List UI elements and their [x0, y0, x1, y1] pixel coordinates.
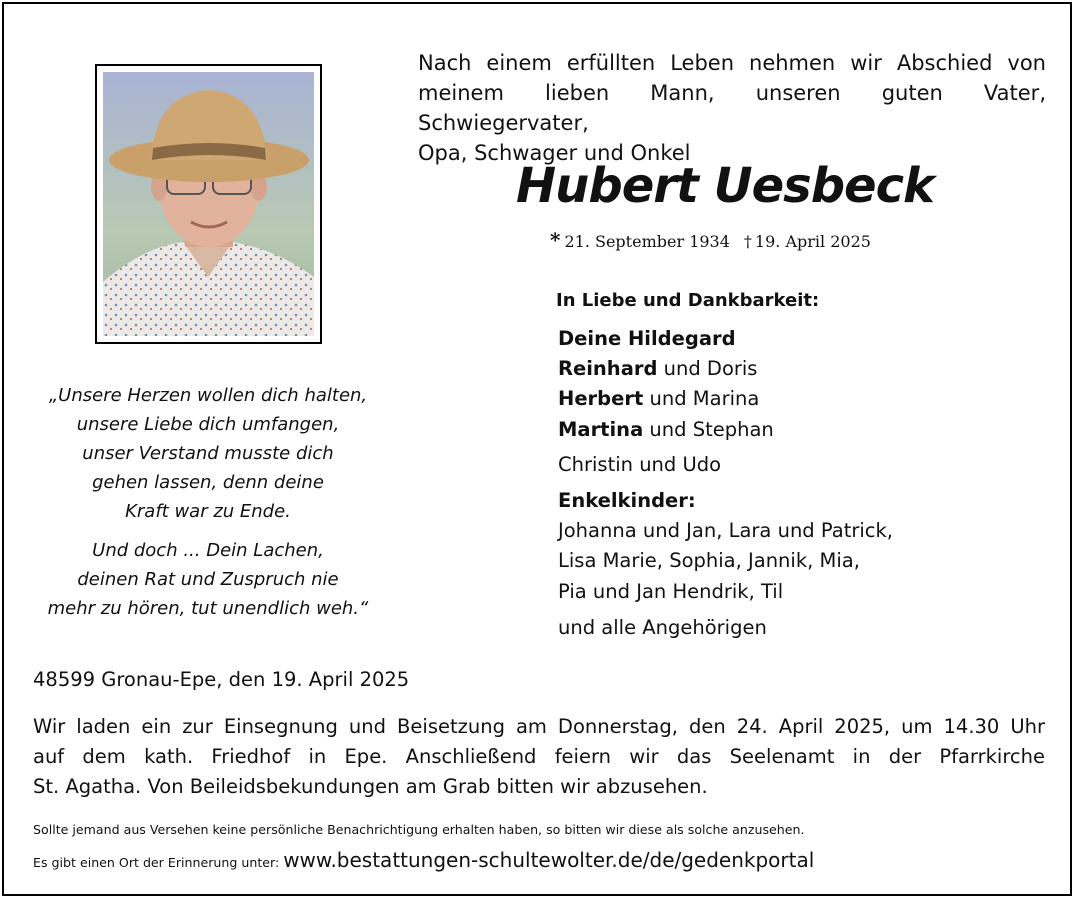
invitation-text [33, 712, 1045, 802]
grandchildren-line: Pia und Jan Hendrik, Til [558, 580, 784, 603]
child-line [558, 418, 774, 441]
child-partner: und Stephan [643, 418, 774, 441]
other-relatives: Christin und Udo [558, 453, 722, 476]
intro-text [418, 48, 1046, 168]
quote-line: „Unsere Herzen wollen dich halten, [48, 385, 368, 406]
invitation-line: Wir laden ein zur Einsegnung und Beisetzung am Donnerstag, den 24. April 2025, um 14.30 Uhr [33, 715, 1045, 738]
quote-line: gehen lassen, denn deine [92, 472, 324, 493]
quote-line: Und doch ... Dein Lachen, [92, 540, 324, 561]
memorial-line [33, 848, 814, 872]
child-partner: und Doris [657, 357, 758, 380]
quote-line: Kraft war zu Ende. [125, 501, 291, 522]
quote-line: unsere Liebe dich umfangen, [76, 414, 340, 435]
child-name: Herbert [558, 387, 644, 410]
spouse-name: Deine Hildegard [558, 327, 736, 350]
grandchildren-heading-text: Enkelkinder: [558, 489, 696, 512]
death-date: 19. April 2025 [754, 232, 871, 251]
invitation-line: auf dem kath. Friedhof in Epe. Anschließend feiern wir das Seelenamt in der Pfarrkirche [33, 745, 1045, 768]
quote-line: deinen Rat und Zuspruch nie [77, 569, 339, 590]
life-dates [550, 228, 871, 252]
quote-part-1 [28, 381, 388, 526]
portrait-photo [95, 64, 322, 344]
child-name: Reinhard [558, 357, 658, 380]
quote-part-2 [28, 536, 388, 623]
quote-line: unser Verstand musste dich [82, 443, 334, 464]
deceased-name: Hubert Uesbeck [516, 158, 934, 214]
intro-line: Nach einem erfüllten Leben nehmen wir Abschied von [418, 51, 1046, 75]
memorial-label: Es gibt einen Ort der Erinnerung unter: [33, 855, 284, 870]
birth-date: 21. September 1934 [564, 232, 730, 251]
child-line [558, 357, 757, 380]
invitation-line: St. Agatha. Von Beileidsbekundungen am Grab bitten wir abzusehen. [33, 775, 708, 798]
portrait-image [103, 72, 314, 336]
quote-line: mehr zu hören, tut unendlich weh.“ [47, 598, 369, 619]
child-partner: und Marina [643, 387, 760, 410]
grandchildren-line: Johanna und Jan, Lara und Patrick, [558, 519, 894, 542]
closing-relatives: und alle Angehörigen [558, 616, 767, 639]
memorial-link[interactable]: www.bestattungen-schultewolter.de/de/gedenkportal [283, 848, 815, 872]
birth-symbol: * [550, 228, 561, 252]
intro-line: meinem lieben Mann, unseren guten Vater, Schwiegervater, [418, 81, 1046, 135]
notice-text: Sollte jemand aus Versehen keine persönliche Benachrichtigung erhalten haben, so bitten wir diese als solche anzusehen. [33, 822, 805, 837]
spouse-line [558, 327, 736, 350]
place-date: 48599 Gronau-Epe, den 19. April 2025 [33, 668, 410, 691]
grandchildren-line: Lisa Marie, Sophia, Jannik, Mia, [558, 549, 860, 572]
child-name: Martina [558, 418, 644, 441]
child-line [558, 387, 759, 410]
grandchildren-heading [558, 489, 696, 512]
death-symbol: † [743, 232, 752, 251]
intro-line: Opa, Schwager und Onkel [418, 141, 691, 165]
mourners-heading: In Liebe und Dankbarkeit: [556, 290, 820, 311]
